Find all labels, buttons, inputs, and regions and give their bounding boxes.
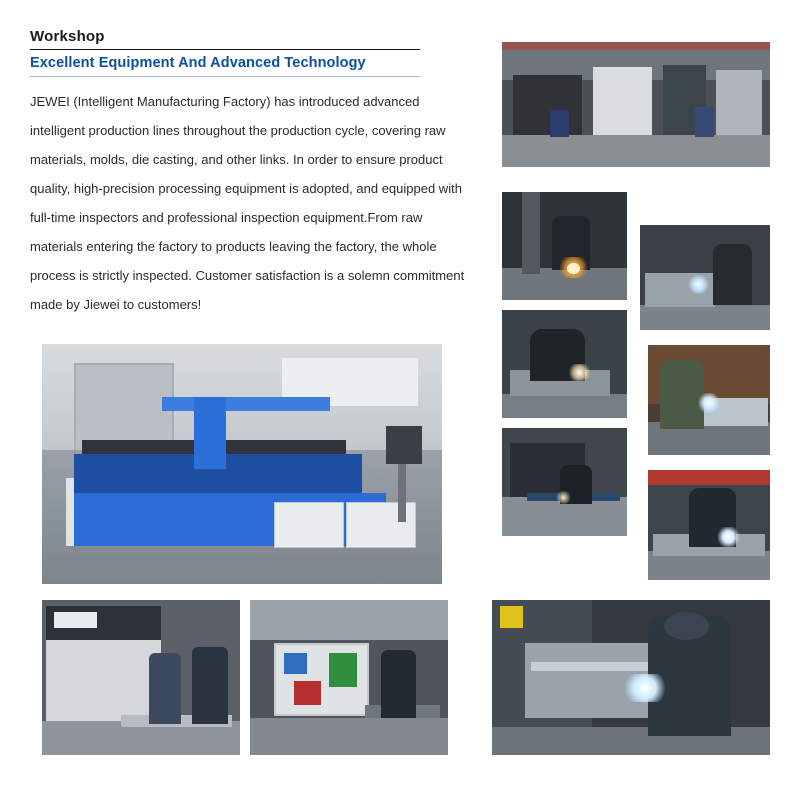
welding-station-photo	[640, 225, 770, 330]
press-brake-operators-photo	[42, 600, 240, 755]
sheet-metal-welding-photo	[648, 345, 770, 455]
body-paragraph: JEWEI (Intelligent Manufacturing Factory) has introduced advanced intelligent production lines throughout the production cycle, covering raw materials, molds, die casting, and other links. In order to ensure product quality, high-precision processing equipment is adopted, and equipped with full-time inspectors and professional inspection equipment.From raw materials entering the factory to products leaving the factory, the whole process is strictly inspected. Customer satisfaction is a solemn commitment made by Jiewei to customers!	[30, 94, 465, 312]
page-title: Workshop	[30, 28, 420, 50]
grinding-workbench-photo	[502, 310, 627, 418]
fiber-laser-cutting-machine-photo	[42, 344, 442, 584]
plasma-cutting-photo	[502, 192, 627, 300]
text-column	[30, 28, 470, 319]
bench-welding-photo	[648, 470, 770, 580]
workshop-overview-photo	[502, 42, 770, 167]
cnc-cutting-table-photo	[250, 600, 448, 755]
bending-machine-photo	[502, 428, 627, 536]
frame-welding-photo	[492, 600, 770, 755]
section-subtitle: Excellent Equipment And Advanced Technology	[30, 55, 420, 77]
